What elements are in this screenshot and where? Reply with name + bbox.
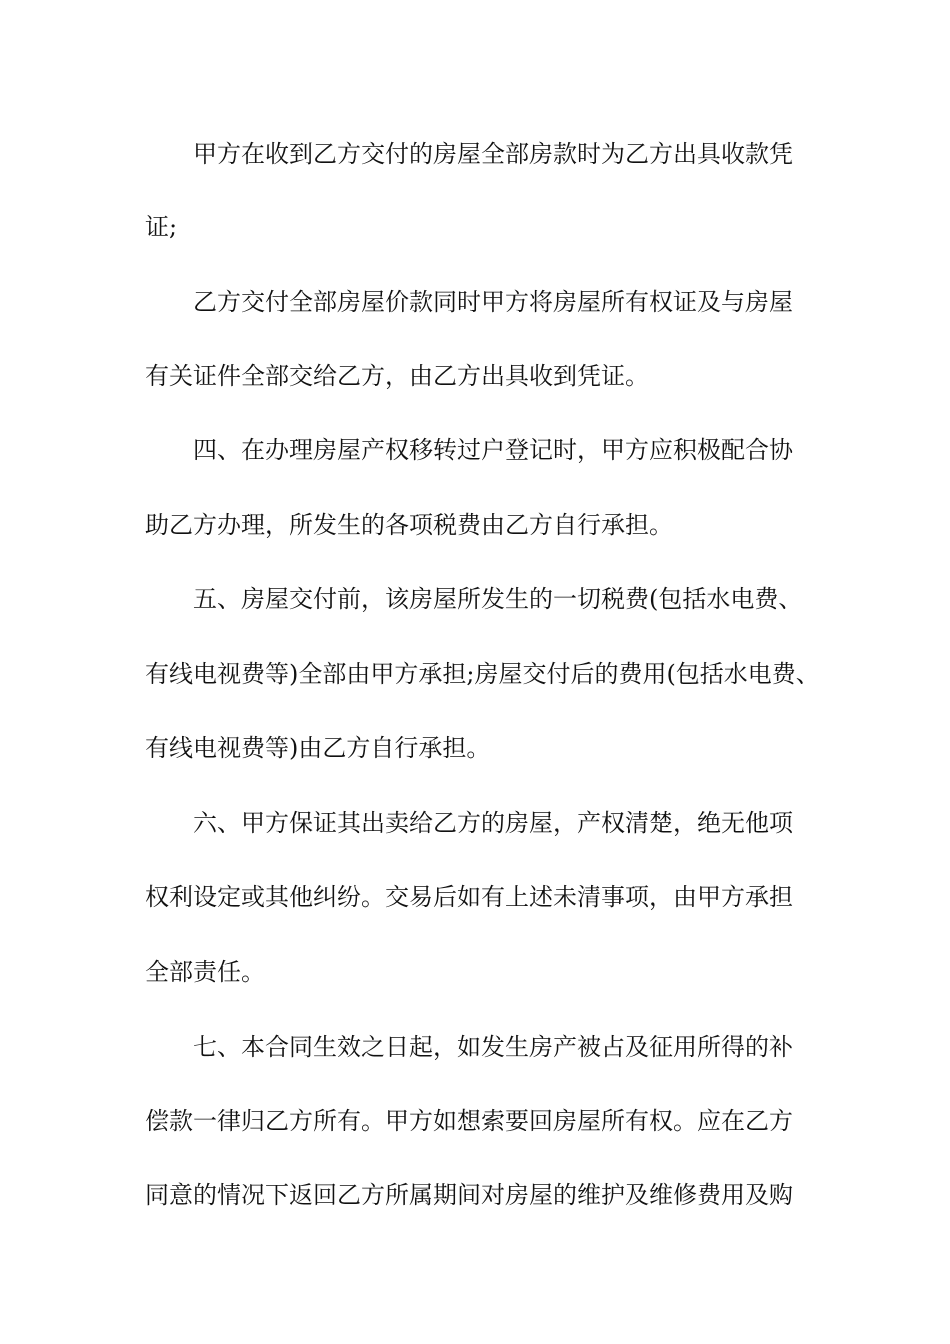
paragraph-line: 全部责任。 <box>145 958 265 986</box>
paragraph-line: 有关证件全部交给乙方，由乙方出具收到凭证。 <box>145 362 649 390</box>
paragraph-line: 权利设定或其他纠纷。交易后如有上述未清事项，由甲方承担 <box>145 883 793 911</box>
paragraph-line: 六、甲方保证其出卖给乙方的房屋，产权清楚，绝无他项 <box>193 809 793 837</box>
paragraph-line: 同意的情况下返回乙方所属期间对房屋的维护及维修费用及购 <box>145 1181 793 1209</box>
paragraph-line: 甲方在收到乙方交付的房屋全部房款时为乙方出具收款凭 <box>193 140 793 168</box>
paragraph-line: 四、在办理房屋产权移转过户登记时，甲方应积极配合协 <box>193 436 793 464</box>
paragraph-line: 偿款一律归乙方所有。甲方如想索要回房屋所有权。应在乙方 <box>145 1107 793 1135</box>
paragraph-line: 有线电视费等)全部由甲方承担;房屋交付后的费用(包括水电费、 <box>145 660 820 688</box>
paragraph-line: 有线电视费等)由乙方自行承担。 <box>145 734 491 762</box>
paragraph-line: 助乙方办理，所发生的各项税费由乙方自行承担。 <box>145 511 673 539</box>
paragraph-line: 七、本合同生效之日起，如发生房产被占及征用所得的补 <box>193 1033 793 1061</box>
paragraph-line: 证; <box>145 213 178 241</box>
paragraph-line: 五、房屋交付前，该房屋所发生的一切税费(包括水电费、 <box>193 585 803 613</box>
paragraph-line: 乙方交付全部房屋价款同时甲方将房屋所有权证及与房屋 <box>193 288 793 316</box>
